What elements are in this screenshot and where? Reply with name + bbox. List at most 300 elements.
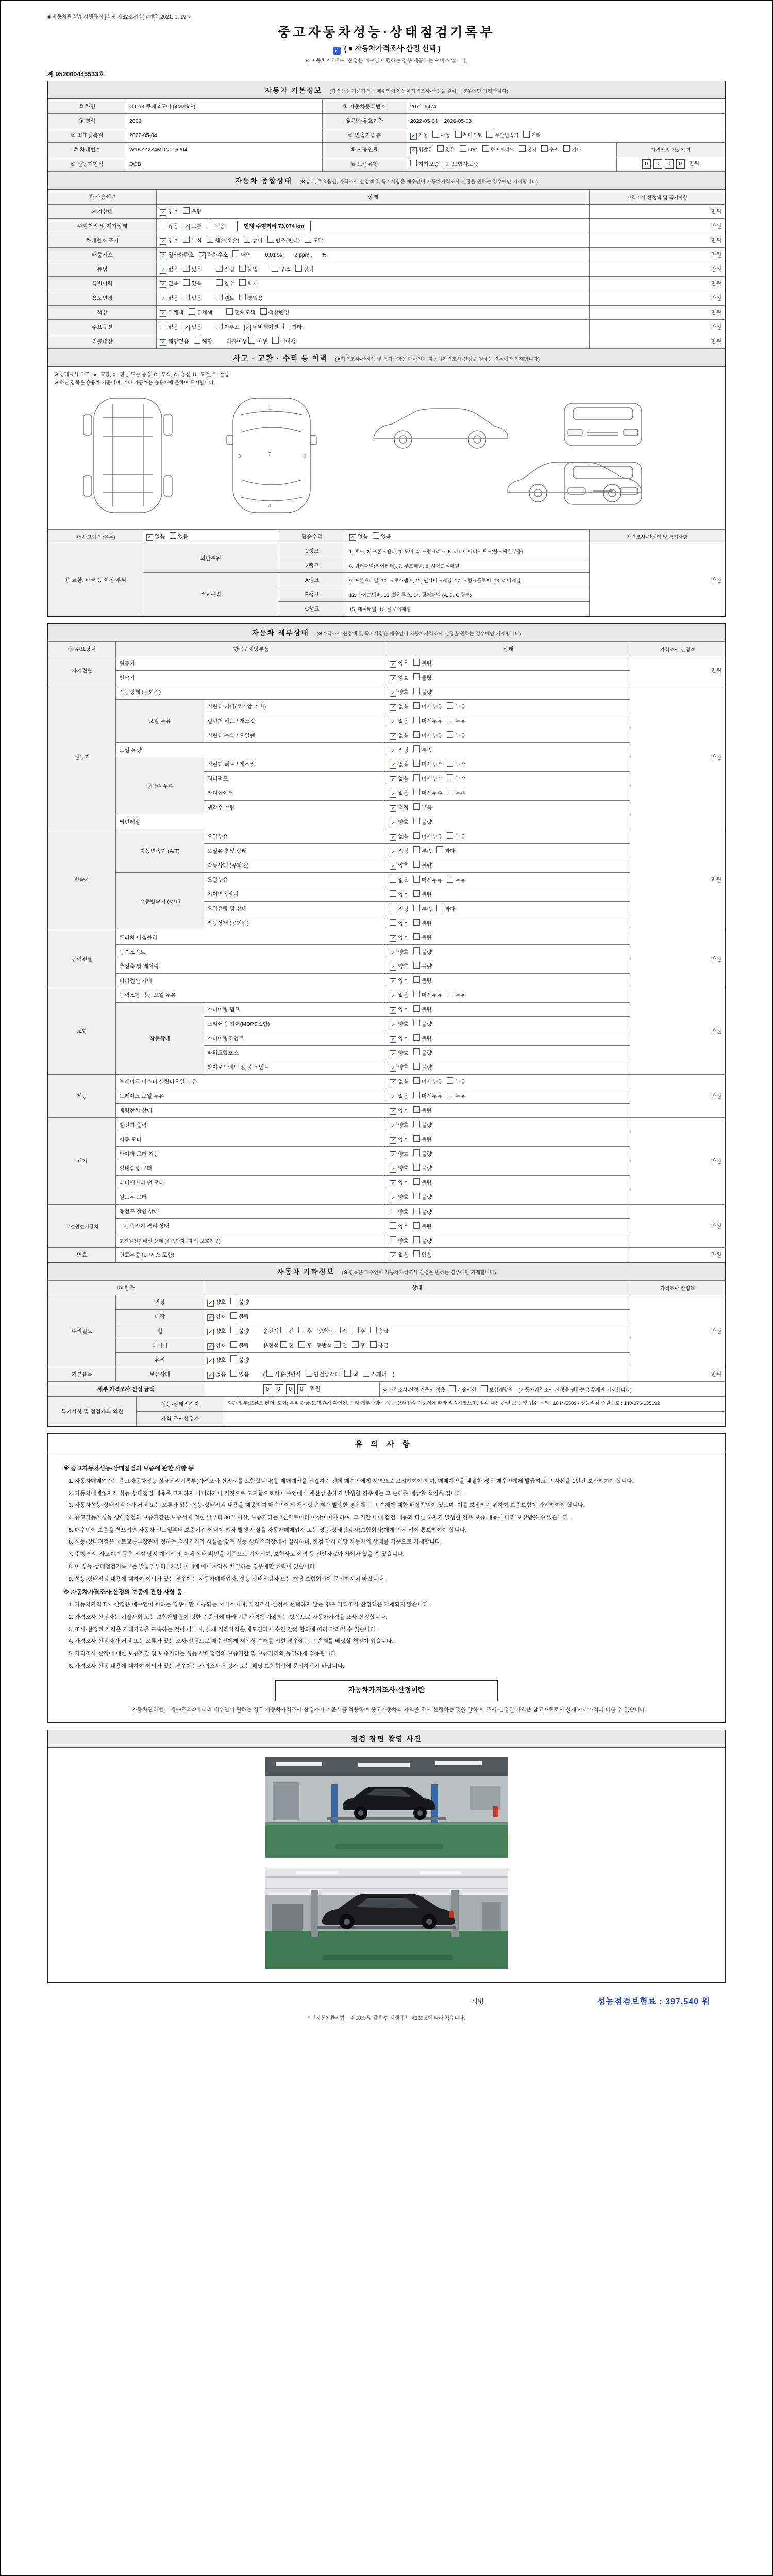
checkbox[interactable] bbox=[260, 308, 267, 315]
checkbox-option[interactable] bbox=[447, 702, 465, 710]
checkbox[interactable]: ✓ bbox=[390, 1151, 396, 1158]
checkbox-option[interactable] bbox=[447, 1092, 465, 1100]
checkbox-option[interactable] bbox=[390, 674, 408, 682]
checkbox[interactable] bbox=[334, 1341, 341, 1348]
checkbox-option[interactable] bbox=[244, 323, 279, 331]
checkbox-option[interactable] bbox=[226, 308, 256, 316]
checkbox-option[interactable] bbox=[207, 222, 225, 230]
checkbox[interactable]: ✓ bbox=[390, 791, 396, 798]
checkbox-option[interactable] bbox=[390, 991, 408, 999]
checkbox[interactable] bbox=[413, 688, 420, 694]
checkbox[interactable] bbox=[413, 760, 420, 767]
checkbox-option[interactable] bbox=[410, 131, 428, 140]
checkbox-option[interactable] bbox=[390, 1078, 408, 1086]
checkbox-option[interactable] bbox=[183, 236, 201, 244]
checkbox[interactable] bbox=[413, 876, 420, 883]
checkbox-option[interactable] bbox=[232, 250, 251, 259]
checkbox[interactable] bbox=[413, 1222, 420, 1229]
checkbox-option[interactable] bbox=[334, 1327, 347, 1335]
checkbox[interactable] bbox=[363, 1370, 369, 1377]
checkbox[interactable] bbox=[413, 789, 420, 795]
checkbox-option[interactable] bbox=[413, 861, 432, 869]
checkbox[interactable] bbox=[413, 919, 420, 926]
checkbox[interactable] bbox=[413, 673, 420, 680]
checkbox[interactable] bbox=[460, 145, 466, 152]
checkbox-option[interactable] bbox=[239, 294, 263, 302]
checkbox-option[interactable] bbox=[390, 1251, 408, 1259]
checkbox-option[interactable] bbox=[447, 760, 465, 768]
checkbox-option[interactable] bbox=[447, 731, 465, 739]
checkbox-option[interactable] bbox=[216, 294, 234, 302]
checkbox-option[interactable] bbox=[170, 532, 188, 540]
checkbox[interactable]: ✓ bbox=[183, 224, 190, 230]
checkbox[interactable] bbox=[437, 145, 444, 152]
checkbox[interactable]: ✓ bbox=[390, 1123, 396, 1129]
checkbox-option[interactable] bbox=[436, 905, 455, 913]
checkbox[interactable]: ✓ bbox=[349, 534, 356, 541]
checkbox-option[interactable] bbox=[230, 1370, 249, 1378]
checkbox-option[interactable] bbox=[160, 208, 178, 216]
checkbox[interactable] bbox=[390, 1222, 396, 1229]
checkbox[interactable]: ✓ bbox=[199, 252, 206, 259]
checkbox[interactable]: ✓ bbox=[390, 1036, 396, 1043]
checkbox-option[interactable] bbox=[563, 145, 581, 153]
checkbox-option[interactable] bbox=[390, 717, 408, 725]
checkbox[interactable] bbox=[370, 1341, 377, 1348]
checkbox[interactable] bbox=[413, 774, 420, 781]
checkbox[interactable] bbox=[334, 1327, 341, 1333]
checkbox-option[interactable] bbox=[306, 1370, 340, 1378]
checkbox[interactable]: ✓ bbox=[390, 661, 396, 668]
checkbox[interactable] bbox=[295, 265, 302, 272]
checkbox-option[interactable] bbox=[298, 1341, 312, 1349]
checkbox[interactable] bbox=[413, 1005, 420, 1012]
checkbox[interactable]: ✓ bbox=[410, 133, 417, 140]
checkbox[interactable]: ✓ bbox=[207, 1343, 214, 1350]
checkbox-option[interactable] bbox=[413, 846, 432, 855]
checkbox-option[interactable] bbox=[390, 1107, 408, 1115]
checkbox[interactable]: ✓ bbox=[390, 1252, 396, 1259]
checkbox-option[interactable] bbox=[390, 760, 408, 769]
checkbox-option[interactable] bbox=[207, 236, 240, 244]
checkbox-option[interactable] bbox=[447, 1077, 465, 1086]
checkbox[interactable] bbox=[390, 876, 396, 883]
checkbox-option[interactable] bbox=[183, 207, 201, 215]
checkbox[interactable] bbox=[230, 1341, 237, 1348]
checkbox-option[interactable] bbox=[160, 251, 194, 259]
checkbox[interactable]: ✓ bbox=[390, 733, 396, 740]
checkbox-option[interactable] bbox=[390, 775, 408, 783]
checkbox[interactable] bbox=[447, 789, 453, 795]
checkbox-option[interactable] bbox=[272, 337, 296, 345]
checkbox-option[interactable] bbox=[413, 976, 432, 985]
checkbox-option[interactable] bbox=[410, 160, 440, 168]
checkbox[interactable]: ✓ bbox=[390, 1079, 396, 1086]
checkbox-option[interactable] bbox=[413, 673, 432, 682]
checkbox[interactable] bbox=[183, 236, 190, 243]
checkbox[interactable] bbox=[216, 279, 223, 286]
checkbox-option[interactable] bbox=[413, 1005, 432, 1013]
checkbox-option[interactable] bbox=[305, 236, 323, 244]
checkbox-option[interactable] bbox=[183, 279, 201, 287]
checkbox[interactable] bbox=[523, 131, 530, 138]
checkbox[interactable] bbox=[447, 774, 453, 781]
checkbox[interactable]: ✓ bbox=[390, 675, 396, 682]
checkbox[interactable]: ✓ bbox=[390, 1180, 396, 1187]
checkbox-option[interactable] bbox=[160, 294, 178, 302]
checkbox[interactable]: ✓ bbox=[390, 1195, 396, 1201]
checkbox[interactable] bbox=[413, 832, 420, 839]
checkbox-option[interactable] bbox=[413, 1048, 432, 1057]
checkbox-option[interactable] bbox=[390, 847, 408, 855]
checkbox-option[interactable] bbox=[413, 702, 443, 710]
checkbox[interactable]: ✓ bbox=[160, 209, 166, 216]
checkbox[interactable] bbox=[183, 294, 190, 300]
checkbox[interactable] bbox=[447, 832, 453, 839]
checkbox-option[interactable] bbox=[390, 1222, 408, 1230]
checkbox-option[interactable] bbox=[207, 1356, 226, 1364]
checkbox-option[interactable] bbox=[390, 1150, 408, 1158]
checkbox-option[interactable] bbox=[390, 1006, 408, 1014]
checkbox-option[interactable] bbox=[413, 991, 443, 999]
checkbox-option[interactable] bbox=[160, 323, 178, 331]
checkbox-option[interactable] bbox=[352, 1341, 365, 1349]
checkbox[interactable] bbox=[272, 265, 278, 272]
checkbox-option[interactable] bbox=[413, 962, 432, 970]
checkbox[interactable] bbox=[447, 1077, 453, 1084]
checkbox-option[interactable] bbox=[230, 1355, 249, 1364]
checkbox[interactable]: ✓ bbox=[207, 1329, 214, 1335]
checkbox[interactable] bbox=[230, 1298, 237, 1304]
checkbox-option[interactable] bbox=[216, 323, 240, 331]
checkbox-option[interactable] bbox=[207, 1327, 226, 1335]
checkbox-option[interactable] bbox=[183, 323, 201, 331]
checkbox-option[interactable] bbox=[413, 1020, 432, 1028]
checkbox-option[interactable] bbox=[283, 323, 302, 331]
checkbox-option[interactable] bbox=[447, 832, 465, 840]
checkbox-option[interactable] bbox=[523, 131, 541, 139]
checkbox-option[interactable] bbox=[363, 1370, 386, 1378]
checkbox[interactable]: ✓ bbox=[390, 1007, 396, 1014]
checkbox[interactable]: ✓ bbox=[390, 805, 396, 812]
checkbox-option[interactable] bbox=[413, 774, 443, 783]
checkbox-option[interactable] bbox=[239, 265, 258, 273]
checkbox[interactable] bbox=[390, 905, 396, 911]
checkbox-option[interactable] bbox=[519, 145, 536, 153]
checkbox[interactable]: ✓ bbox=[160, 296, 166, 302]
checkbox[interactable] bbox=[563, 145, 570, 152]
checkbox[interactable] bbox=[447, 717, 453, 723]
checkbox[interactable] bbox=[239, 294, 246, 300]
checkbox[interactable] bbox=[413, 1208, 420, 1214]
checkbox[interactable] bbox=[280, 1327, 287, 1333]
checkbox-option[interactable] bbox=[447, 774, 465, 783]
checkbox[interactable] bbox=[306, 1370, 312, 1377]
checkbox-option[interactable] bbox=[266, 1370, 301, 1378]
checkbox[interactable] bbox=[410, 160, 417, 166]
checkbox[interactable] bbox=[413, 890, 420, 897]
checkbox[interactable] bbox=[436, 905, 443, 911]
checkbox[interactable] bbox=[413, 1048, 420, 1055]
checkbox-option[interactable] bbox=[413, 745, 432, 754]
checkbox-option[interactable] bbox=[390, 919, 408, 927]
checkbox[interactable]: ✓ bbox=[390, 950, 396, 956]
checkbox[interactable] bbox=[482, 145, 489, 152]
checkbox[interactable] bbox=[183, 265, 190, 272]
checkbox[interactable] bbox=[170, 532, 176, 539]
checkbox[interactable] bbox=[413, 717, 420, 723]
checkbox-option[interactable] bbox=[390, 1020, 408, 1028]
checkbox[interactable] bbox=[373, 532, 379, 539]
checkbox-option[interactable] bbox=[189, 308, 212, 316]
checkbox[interactable] bbox=[413, 1020, 420, 1026]
checkbox[interactable] bbox=[447, 731, 453, 738]
checkbox[interactable]: ✓ bbox=[390, 978, 396, 985]
checkbox-option[interactable] bbox=[349, 533, 368, 541]
checkbox[interactable]: ✓ bbox=[183, 325, 190, 331]
checkbox-option[interactable] bbox=[298, 1327, 312, 1335]
checkbox-option[interactable] bbox=[413, 1250, 432, 1259]
checkbox[interactable] bbox=[352, 1327, 359, 1333]
checkbox-option[interactable] bbox=[390, 746, 408, 754]
checkbox[interactable] bbox=[248, 337, 255, 344]
checkbox-option[interactable] bbox=[413, 1092, 443, 1100]
checkbox-option[interactable] bbox=[413, 760, 443, 768]
checkbox[interactable] bbox=[436, 846, 443, 853]
checkbox-option[interactable] bbox=[183, 265, 201, 273]
checkbox[interactable] bbox=[267, 236, 274, 243]
checkbox[interactable] bbox=[413, 1149, 420, 1156]
checkbox[interactable]: ✓ bbox=[390, 1065, 396, 1072]
checkbox-option[interactable] bbox=[390, 1179, 408, 1187]
checkbox-option[interactable] bbox=[390, 789, 408, 798]
checkbox[interactable] bbox=[413, 818, 420, 824]
checkbox-option[interactable] bbox=[390, 1164, 408, 1173]
checkbox[interactable] bbox=[266, 1370, 273, 1377]
checkbox-option[interactable] bbox=[390, 804, 408, 812]
checkbox-option[interactable] bbox=[413, 1222, 432, 1230]
checkbox-option[interactable] bbox=[413, 1208, 432, 1216]
checkbox-option[interactable] bbox=[413, 803, 432, 811]
checkbox-option[interactable] bbox=[390, 1035, 408, 1043]
checkbox-option[interactable] bbox=[199, 251, 228, 259]
checkbox-option[interactable] bbox=[460, 145, 478, 153]
checkbox[interactable] bbox=[283, 323, 290, 329]
checkbox[interactable]: ✓ bbox=[444, 162, 450, 168]
checkbox-option[interactable] bbox=[390, 934, 408, 942]
checkbox-option[interactable] bbox=[390, 1193, 408, 1201]
checkbox[interactable] bbox=[413, 1106, 420, 1113]
checkbox[interactable] bbox=[486, 131, 493, 138]
checkbox-option[interactable] bbox=[390, 1049, 408, 1057]
checkbox[interactable] bbox=[216, 323, 223, 329]
checkbox-option[interactable] bbox=[449, 1385, 476, 1393]
checkbox[interactable] bbox=[183, 207, 190, 214]
checkbox-option[interactable] bbox=[160, 280, 178, 288]
checkbox-option[interactable] bbox=[444, 160, 478, 168]
checkbox[interactable]: ✓ bbox=[207, 1358, 214, 1364]
checkbox[interactable] bbox=[447, 991, 453, 997]
checkbox-option[interactable] bbox=[370, 1327, 389, 1335]
checkbox[interactable]: ✓ bbox=[207, 1372, 214, 1379]
checkbox[interactable]: ✓ bbox=[390, 849, 396, 855]
checkbox[interactable] bbox=[230, 1312, 237, 1319]
checkbox-option[interactable] bbox=[390, 703, 408, 711]
checkbox[interactable] bbox=[413, 1063, 420, 1070]
checkbox-option[interactable] bbox=[248, 337, 267, 345]
checkbox[interactable] bbox=[230, 1370, 237, 1377]
checkbox-option[interactable] bbox=[280, 1327, 294, 1335]
checkbox-option[interactable] bbox=[413, 1149, 432, 1158]
checkbox-option[interactable] bbox=[482, 145, 514, 153]
checkbox[interactable]: ✓ bbox=[390, 1137, 396, 1144]
checkbox-option[interactable] bbox=[413, 789, 443, 797]
checkbox[interactable] bbox=[449, 1385, 456, 1392]
checkbox[interactable]: ✓ bbox=[390, 993, 396, 999]
checkbox-option[interactable] bbox=[390, 732, 408, 740]
checkbox[interactable]: ✓ bbox=[207, 1314, 214, 1321]
checkbox-option[interactable] bbox=[207, 1313, 226, 1321]
checkbox-option[interactable] bbox=[413, 1121, 432, 1129]
checkbox-option[interactable] bbox=[230, 1298, 249, 1306]
checkbox-option[interactable] bbox=[413, 659, 432, 667]
checkbox[interactable]: ✓ bbox=[390, 964, 396, 971]
checkbox[interactable] bbox=[370, 1327, 377, 1333]
checkbox[interactable] bbox=[413, 659, 420, 666]
checkbox-option[interactable] bbox=[260, 308, 290, 316]
checkbox[interactable] bbox=[207, 222, 213, 228]
checkbox[interactable] bbox=[519, 145, 526, 152]
checkbox[interactable] bbox=[413, 1077, 420, 1084]
checkbox[interactable]: ✓ bbox=[390, 935, 396, 942]
checkbox-option[interactable] bbox=[390, 977, 408, 985]
checkbox-option[interactable] bbox=[390, 948, 408, 956]
checkbox-option[interactable] bbox=[160, 222, 178, 230]
checkbox[interactable]: ✓ bbox=[160, 310, 166, 317]
checkbox[interactable] bbox=[413, 1193, 420, 1199]
checkbox[interactable] bbox=[481, 1385, 488, 1392]
checkbox-option[interactable] bbox=[413, 832, 443, 840]
checkbox[interactable] bbox=[432, 131, 439, 138]
checkbox[interactable] bbox=[413, 731, 420, 738]
checkbox[interactable] bbox=[413, 1250, 420, 1257]
checkbox[interactable]: ✓ bbox=[390, 1166, 396, 1173]
checkbox[interactable] bbox=[413, 962, 420, 969]
checkbox-option[interactable] bbox=[390, 1136, 408, 1144]
checkbox[interactable] bbox=[413, 1092, 420, 1098]
checkbox[interactable]: ✓ bbox=[410, 147, 417, 154]
checkbox[interactable] bbox=[413, 991, 420, 997]
checkbox-option[interactable] bbox=[413, 1135, 432, 1143]
checkbox[interactable] bbox=[272, 337, 279, 344]
checkbox-option[interactable] bbox=[390, 1092, 408, 1100]
checkbox-option[interactable] bbox=[481, 1385, 513, 1393]
checkbox-option[interactable] bbox=[160, 337, 189, 346]
checkbox-option[interactable] bbox=[160, 236, 178, 245]
checkbox[interactable] bbox=[455, 131, 462, 138]
checkbox[interactable]: ✓ bbox=[244, 325, 251, 331]
checkbox[interactable] bbox=[413, 861, 420, 868]
checkbox-option[interactable] bbox=[413, 1193, 432, 1201]
checkbox-option[interactable] bbox=[207, 1370, 226, 1379]
checkbox-option[interactable] bbox=[267, 236, 300, 244]
checkbox[interactable] bbox=[413, 702, 420, 709]
checkbox-option[interactable] bbox=[230, 1312, 249, 1320]
checkbox-option[interactable] bbox=[447, 991, 465, 999]
checkbox[interactable] bbox=[194, 337, 200, 344]
checkbox-option[interactable] bbox=[352, 1327, 365, 1335]
checkbox[interactable]: ✓ bbox=[390, 1108, 396, 1115]
checkbox-option[interactable] bbox=[370, 1341, 389, 1349]
checkbox-option[interactable] bbox=[230, 1341, 249, 1349]
checkbox[interactable] bbox=[216, 294, 223, 300]
checkbox[interactable] bbox=[305, 236, 311, 243]
checkbox[interactable]: ✓ bbox=[160, 267, 166, 274]
checkbox-option[interactable] bbox=[413, 1034, 432, 1042]
checkbox[interactable] bbox=[390, 919, 396, 926]
checkbox-option[interactable] bbox=[373, 532, 391, 540]
checkbox[interactable] bbox=[239, 279, 246, 286]
checkbox[interactable] bbox=[298, 1341, 305, 1348]
checkbox-option[interactable] bbox=[413, 688, 432, 696]
checkbox-option[interactable] bbox=[280, 1341, 294, 1349]
checkbox[interactable] bbox=[207, 236, 213, 243]
checkbox[interactable] bbox=[413, 1164, 420, 1171]
checkbox[interactable] bbox=[447, 760, 453, 767]
checkbox[interactable] bbox=[413, 1236, 420, 1243]
checkbox-option[interactable] bbox=[455, 131, 482, 139]
checkbox[interactable] bbox=[352, 1341, 359, 1348]
checkbox-option[interactable] bbox=[413, 731, 443, 739]
checkbox-option[interactable] bbox=[390, 1208, 408, 1216]
checkbox[interactable] bbox=[413, 905, 420, 911]
checkbox-option[interactable] bbox=[160, 265, 178, 274]
checkbox-option[interactable] bbox=[295, 265, 314, 273]
checkbox[interactable] bbox=[447, 1092, 453, 1098]
checkbox-option[interactable] bbox=[207, 1342, 226, 1350]
checkbox-option[interactable] bbox=[183, 222, 201, 230]
checkbox-option[interactable] bbox=[413, 1077, 443, 1086]
checkbox[interactable]: ✓ bbox=[160, 281, 166, 288]
checkbox-option[interactable] bbox=[390, 962, 408, 971]
checkbox-option[interactable] bbox=[486, 131, 518, 139]
checkbox-option[interactable] bbox=[413, 919, 432, 927]
checkbox-option[interactable] bbox=[447, 717, 465, 725]
checkbox-option[interactable] bbox=[216, 265, 234, 273]
checkbox[interactable]: ✓ bbox=[390, 748, 396, 754]
checkbox[interactable] bbox=[298, 1327, 305, 1333]
checkbox-option[interactable] bbox=[390, 1063, 408, 1072]
checkbox-option[interactable] bbox=[413, 905, 432, 913]
checkbox[interactable] bbox=[413, 803, 420, 810]
checkbox[interactable] bbox=[280, 1341, 287, 1348]
checkbox-option[interactable] bbox=[447, 789, 465, 797]
checkbox[interactable]: ✓ bbox=[146, 534, 153, 541]
checkbox-option[interactable] bbox=[207, 1298, 226, 1307]
checkbox[interactable] bbox=[447, 702, 453, 709]
checkbox[interactable] bbox=[232, 250, 239, 257]
checkbox[interactable]: ✓ bbox=[390, 834, 396, 841]
checkbox-option[interactable] bbox=[216, 279, 234, 287]
checkbox[interactable] bbox=[413, 745, 420, 752]
checkbox[interactable] bbox=[413, 1121, 420, 1127]
checkbox[interactable] bbox=[413, 846, 420, 853]
checkbox[interactable] bbox=[226, 308, 233, 315]
checkbox-option[interactable] bbox=[183, 294, 201, 302]
checkbox-option[interactable] bbox=[390, 833, 408, 841]
checkbox[interactable]: ✓ bbox=[160, 252, 166, 259]
checkbox[interactable] bbox=[390, 1208, 396, 1214]
